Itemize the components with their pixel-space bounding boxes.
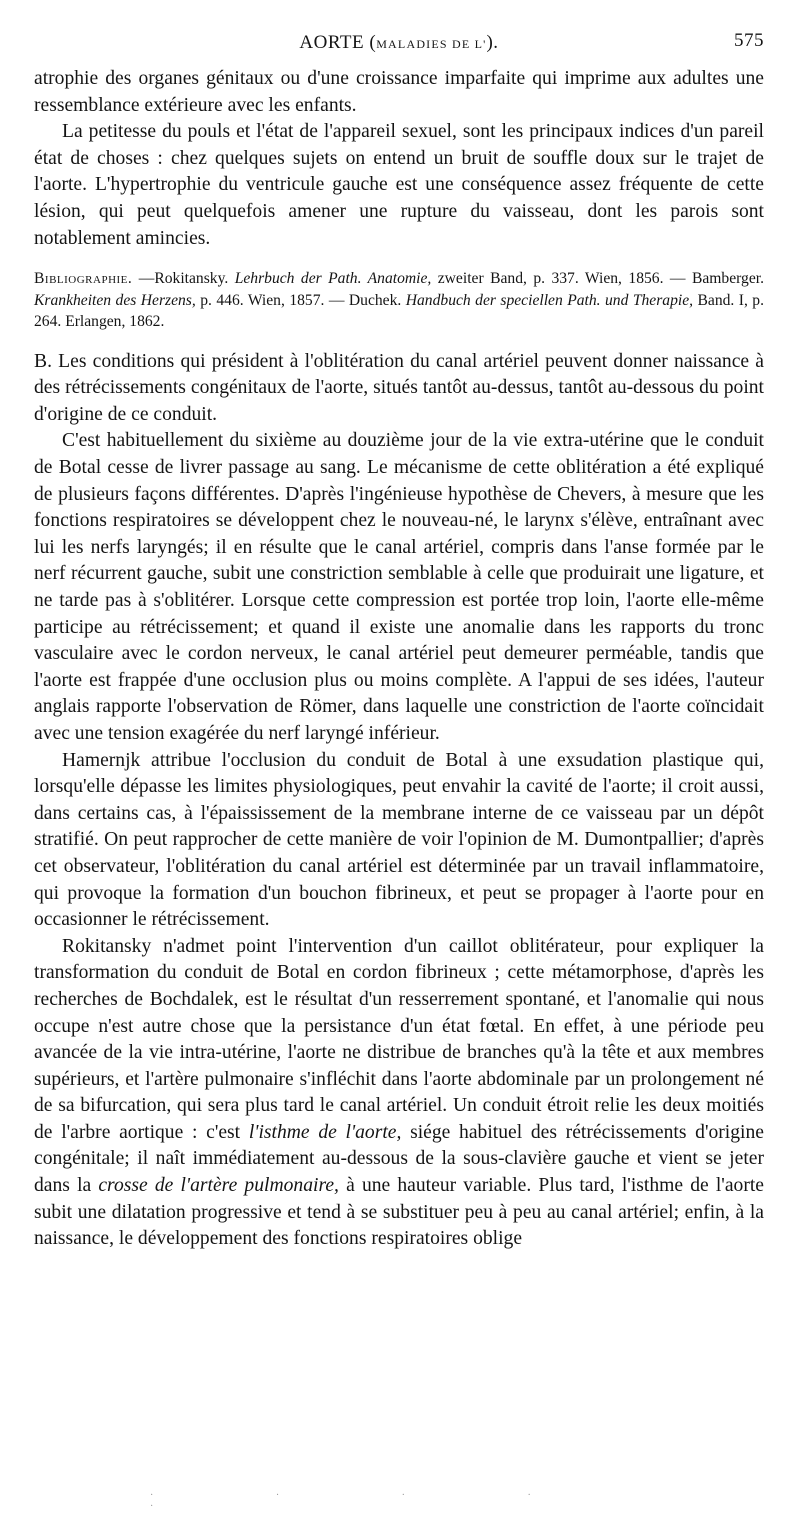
bibliography-label: Bibliographie. bbox=[34, 270, 133, 288]
section-b-intro: B. Les conditions qui président à l'oblitération du canal artériel peuvent donner naissance à des rétrécissements congénitaux de l'aorte, situés tantôt au-dessus, tantôt au-dessous du point d'origine de ce conduit. bbox=[34, 350, 764, 425]
bibliography-work-title: Handbuch der speciellen Path. und Therapie, bbox=[405, 291, 694, 309]
paragraph-chevers-hypothesis: C'est habituellement du sixième au douzième jour de la vie extra-utérine que le conduit de Botal cesse de livrer passage au sang. Le mécanisme de cette oblitération a été expliqué de plusieurs façons différentes. D'après l'ingénieuse hypothèse de Chevers, à mesure que les fonctions respiratoires se développent chez le nouveau-né, le larynx s'élève, entraînant avec lui les nerfs laryngés; il en résulte que le canal artériel, compris dans l'anse formée par le nerf récurrent gauche, subit une constriction semblable à celle que produirait une ligature, et ne tarde pas à s'oblitérer. Lorsque cette compression est portée trop loin, l'aorte elle-même participe au rétrécissement; et quand il existe une anomalie dans les rapports du tronc vasculaire avec le cordon nerveux, le canal artériel peut demeurer perméable, tandis que l'aorte est frappée d'une occlusion plus ou moins complète. A l'appui de ses idées, l'auteur anglais rapporte l'observation de Römer, dans laquelle une constriction de l'aorte coïncidait avec une tension exagérée du nerf laryngé inférieur. bbox=[34, 430, 764, 744]
bibliography-text: zweiter Band, p. 337. Wien, 1856. — Bamberger. bbox=[431, 270, 764, 288]
bibliography-note bbox=[34, 268, 764, 333]
running-title bbox=[34, 32, 764, 54]
running-header bbox=[34, 24, 764, 54]
bibliography-text: p. 446. Wien, 1857. — Duchek. bbox=[195, 291, 406, 309]
paragraph-pulse-indices: La petitesse du pouls et l'état de l'appareil sexuel, sont les principaux indices d'un pareil état de choses : chez quelques sujets on entend un bruit de souffle doux sur le trajet de l'aorte. L'hypertrophie du ventricule gauche est une conséquence assez fréquente de cette lésion, qui peut quelquefois amener une rupture du vaisseau, dont les parois sont notablement amincies. bbox=[34, 121, 764, 249]
paragraph-rokitansky bbox=[34, 934, 764, 1253]
bibliography-work-title: Lehrbuch der Path. Anatomie, bbox=[234, 270, 432, 288]
running-title-small-caps: MALADIES DE L' bbox=[376, 37, 487, 51]
paragraph-text: Rokitansky n'admet point l'intervention d'un caillot oblitérateur, pour expliquer la transformation du conduit de Botal en cordon fibrineux ; cette métamorphose, d'après les recherches de Bochdalek, est le résultat d'un resserrement spontané, et l'anomalie qui nous occupe n'est autre chose que la persistance d'un état fœtal. En effet, à une période peu avancée de la vie intra-utérine, l'aorte ne distribue de branches qu'à la tête et aux membres supérieurs, et l'artère pulmonaire s'infléchit dans l'aorte abdominale par un prolongement né de sa bifurcation, qui sera plus tard le canal artériel. Un conduit étroit relie les deux moitiés de l'arbre aortique : c'est bbox=[34, 935, 764, 1143]
running-title-main: AORTE ( bbox=[299, 32, 377, 53]
paragraph-text: siége habituel des rétrécissements d'origine congénitale; il naît immédiatement au-dessous de la sous-clavière gauche et vient se jeter dans la bbox=[34, 1121, 764, 1197]
paragraph-text: à une hauteur variable. Plus tard, l'isthme de l'aorte subit une dilatation progressive et tend à se substituer peu à peu au canal artériel; enfin, à la naissance, le développement des fonctions respiratoires oblige bbox=[34, 1175, 764, 1250]
scan-specks: · · · · · bbox=[150, 1490, 591, 1512]
page-number: 575 bbox=[734, 30, 764, 51]
paragraph-hamernjk: Hamernjk attribue l'occlusion du conduit de Botal à une exsudation plastique qui, lorsqu'elle dépasse les limites physiologiques, peut envahir la cavité de l'aorte; il croit aussi, dans certains cas, à l'épaississement de la membrane interne de ce vaisseau par un dépôt stratifié. On peut rapprocher de cette manière de voir l'opinion de M. Dumontpallier; d'après cet observateur, l'oblitération du canal artériel est déterminée par un travail inflammatoire, qui provoque la formation d'un bouchon fibrineux, et peut se propager à l'aorte pour en occasionner le rétrécissement. bbox=[34, 749, 764, 931]
bibliography-work-title: Krankheiten des Herzens, bbox=[34, 291, 196, 309]
italic-term-isthme: l'isthme de l'aorte, bbox=[248, 1121, 402, 1143]
running-title-end: ). bbox=[486, 32, 499, 53]
italic-term-crosse: crosse de l'artère pulmonaire, bbox=[98, 1175, 339, 1197]
paragraph-continuation: atrophie des organes génitaux ou d'une croissance imparfaite qui imprime aux adultes une ressemblance extérieure avec les enfants. bbox=[34, 68, 764, 116]
bibliography-text: Band. I, p. 264. Erlangen, 1862. bbox=[34, 291, 764, 331]
bibliography-text: —Rokitansky. bbox=[132, 270, 235, 288]
